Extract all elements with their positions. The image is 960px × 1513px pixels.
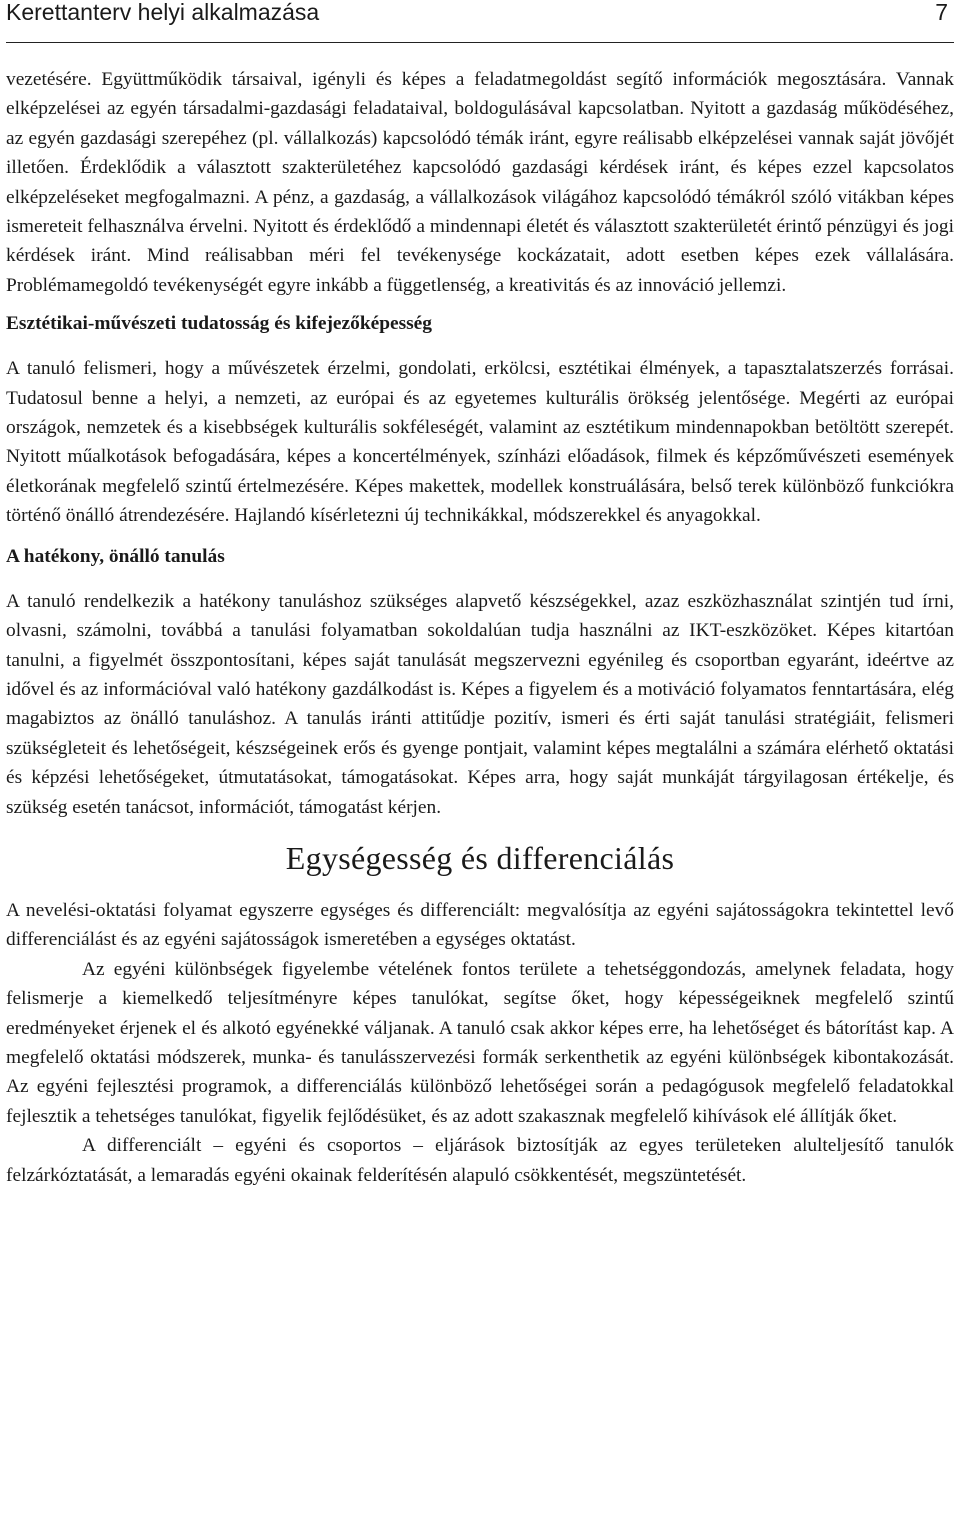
aesthetic-paragraph: A tanuló felismeri, hogy a művészetek érzelmi, gondolati, erkölcsi, esztétikai élmények, a tapasztalatszerzés forrásai. Tudatosul benne a helyi, a nemzeti, az európai és az egyetemes kulturális örökség jelentősége. Megérti az európai országok, nemzetek és a kisebbségek kulturális sokféleségét, valamint az esztétikum mindennapokban betöltött szerepét. Nyitott műalkotások befogadására, képes a koncertélmények, színházi előadások, filmek és képzőművészeti események életkorának megfelelő szintű értelmezésére. Képes makettek, modellek konstruálására, belső terek különböző funkciókra történő önálló átrendezésére. Hajlandó kísérletezni új technikákkal, módszerekkel és anyagokkal. xyxy=(6,358,954,527)
unity-paragraph-2: Az egyéni különbségek figyelembe vételének fontos területe a tehetséggondozás, amelynek feladata, hogy felismerje a kiemelkedő teljesítményre képes tanulókat, segítse őket, hogy képességeiknek megfelelő szintű eredményeket érjenek el és alkotó egyénekké váljanak. A tanuló csak akkor képes erre, ha lehetőséget és bátorítást kap. A megfelelő oktatási módszerek, munka- és tanulásszervezési formák serkenthetik az egyéni különbségek kibontakozását. Az egyéni fejlesztési programok, a differenciálás különböző lehetőségei során a pedagógusok megfelelő feladatokkal fejlesztik a tehetséges tanulókat, figyelik fejlődésüket, és az adott szakasznak megfelelő kihívások elé állítják őket. xyxy=(6,958,954,1127)
chapter-title: Egységesség és differenciálás xyxy=(285,839,675,876)
page-number: 7 xyxy=(935,0,948,25)
learning-paragraph: A tanuló rendelkezik a hatékony tanuláshoz szükséges alapvető készségekkel, azaz eszközhasználat szintjén tud írni, olvasni, számolni, továbbá a tanulási folyamatban sokoldalúan tudja használni az IKT-eszközöket. Képes kitartóan tanulni, a figyelmét összpontosítani, képes saját tanulását megszervezni egyénileg és csoportban egyaránt, ideértve az idővel és az információval való hatékony gazdálkodást is. Képes a figyelem és a motiváció folyamatos fenntartására, elég magabiztos az önálló tanuláshoz. A tanulás iránti attitűdje pozitív, ismeri és érti saját tanulási stratégiáit, felismeri szükségleteit és lehetőségeit, készségeinek erős és gyenge pontjait, valamint képes megtalálni a számára elérhető oktatási és képzési lehetőségeket, útmutatásokat, támogatásokat. Képes arra, hogy saját munkáját tárgyilagosan értékelje, és szükség esetén tanácsot, információt, támogatást kérjen. xyxy=(6,590,954,818)
header-title: Kerettanterv helyi alkalmazása xyxy=(6,0,320,25)
section-heading-aesthetic: Esztétikai-művészeti tudatosság és kifejezőképesség xyxy=(6,313,432,335)
unity-paragraph-3: A differenciált – egyéni és csoportos – eljárások biztosítják az egyes területeken alulteljesítő tanulók felzárkóztatását, a lemaradás egyéni okainak felderítésén alapuló csökkentését, megszüntetését. xyxy=(6,1135,954,1186)
page-header xyxy=(6,0,954,43)
section-heading-learning: A hatékony, önálló tanulás xyxy=(6,545,225,567)
intro-paragraph: vezetésére. Együttműködik társaival, igényli és képes a feladatmegoldást segítő információk megosztására. Vannak elképzelései az egyén társadalmi-gazdasági feladataival, boldogulásával kapcsolatban. Nyitott a gazdaság működéséhez, az egyén gazdasági szerepéhez (pl. vállalkozás) kapcsolódó témák iránt, egyre reálisabb elképzelései vannak saját jövőjét illetően. Érdeklődik a választott szakterületéhez kapcsolódó gazdasági kérdések iránt, és képes ezzel kapcsolatos elképzeléseket megfogalmazni. A pénz, a gazdaság, a vállalkozások világához kapcsolódó témákról szóló vitákban képes ismereteit felhasználva érvelni. Nyitott és érdeklődő a mindennapi életét és választott szakterületét érintő pénzügyi és jogi kérdések iránt. Mind reálisabban méri fel tevékenysége kockázatait, adott esetben képes ezek vállalására. Problémamegoldó tevékenységét egyre inkább a függetlenség, a kreativitás és az innováció jellemzi. xyxy=(6,69,954,296)
unity-paragraph-1: A nevelési-oktatási folyamat egyszerre egységes és differenciált: megvalósítja az egyéni sajátosságokra tekintettel levő differenciálást és az egyéni sajátosságok ismeretében a egységes oktatást. xyxy=(6,899,954,951)
